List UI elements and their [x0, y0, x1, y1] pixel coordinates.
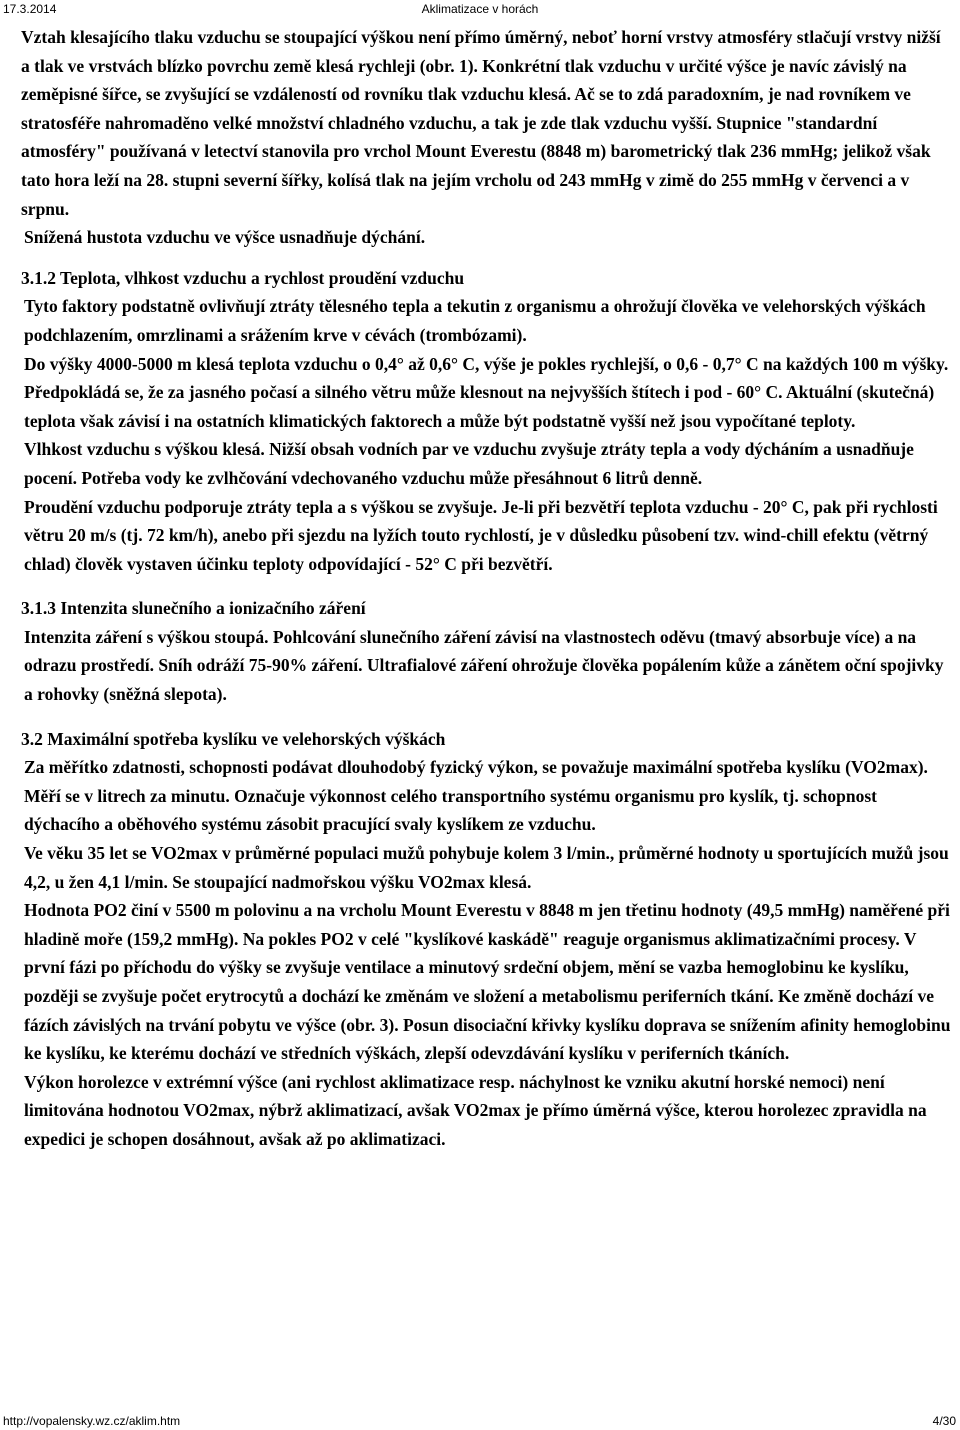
- paragraph-climber-performance: Výkon horolezce v extrémní výšce (ani rychlost aklimatizace resp. náchylnost ke vzniku akutní horské nemoci) není limitována hodnotou VO2max, nýbrž aklimatizací, avšak VO2max je přímo úměrná výšce, kterou horolezec zpravidla na expedici je schopen dosáhnout, avšak až po aklimatizaci.: [24, 1071, 927, 1149]
- paragraph-temperature: Do výšky 4000-5000 m klesá teplota vzduchu o 0,4° až 0,6° C, výše je pokles rychlejší, o 0,6 - 0,7° C na každých 100 m výšky. Předpokládá se, že za jasného počasí a silného větru může klesnout na nejvyšších štítech i pod - 60° C. Aktuální (skutečná) teplota však závisí i na ostatních klimatických faktorech a může být podstatně vyšší než jsou vypočítané teploty.: [24, 353, 949, 431]
- paragraph-humidity: Vlhkost vzduchu s výškou klesá. Nižší obsah vodních par ve vzduchu zvyšuje ztráty tepla a vody dýcháním a usnadňuje pocení. Potřeba vody ke zvlhčování vdechovaného vzduchu může přesáhnout 6 litrů denně.: [24, 439, 914, 488]
- page-number: 4/30: [932, 1414, 956, 1428]
- paragraph-vo2max-definition: Za měřítko zdatnosti, schopnosti podávat dlouhodobý fyzický výkon, se považuje maximální spotřeba kyslíku (VO2max). Měří se v litrech za minutu. Označuje výkonnost celého transportního systému organismu pro kyslík, tj. schopnost dýchacího a oběhového systému zásobit pracující svaly kyslíkem ze vzduchu.: [24, 757, 928, 835]
- print-title: Aklimatizace v horách: [421, 2, 539, 16]
- paragraph-vo2max-values: Ve věku 35 let se VO2max v průměrné populaci mužů pohybuje kolem 3 l/min., průměrné hodnoty u sportujících mužů jsou 4,2, u žen 4,1 l/min. Se stoupající nadmořskou výšku VO2max klesá.: [24, 843, 949, 892]
- paragraph-pressure: Vztah klesajícího tlaku vzduchu se stoupající výškou není přímo úměrný, neboť horní vrstvy atmosféry stlačují vrstvy nižší a tlak ve vrstvách blízko povrchu země klesá rychleji (obr. 1). Konkrétní tlak vzduchu v určité výšce je navíc závislý na zeměpisné šířce, se zvyšující se vzdáleností od rovníku tlak vzduchu klesá. Ač se to zdá paradoxním, je nad rovníkem ve stratosféře nahromaděno velké množství chladného vzduchu, a tak je zde tlak vzduchu vyšší. Stupnice "standardní atmosféry" používaná v letectví stanovila pro vrchol Mount Everestu (8848 m) barometrický tlak 236 mmHg; jelikož však tato hora leží na 28. stupni severní šířky, kolísá tlak na jejím vrcholu od 243 mmHg v zimě do 255 mmHg v červenci a v srpnu.: [21, 27, 941, 219]
- paragraph-po2: Hodnota PO2 činí v 5500 m polovinu a na vrcholu Mount Everestu v 8848 m jen třetinu hodnoty (49,5 mmHg) naměřené při hladině moře (159,2 mmHg). Na pokles PO2 v celé "kyslíkové kaskádě" reaguje organismus aklimatizačními procesy. V první fázi po příchodu do výšky se zvyšuje ventilace a minutový srdeční objem, mění se vazba hemoglobinu ke kyslíku, později se zvyšuje počet erytrocytů a dochází ke změnám ve složení a metabolismu periferních tkání. Ke změně dochází ve fázích závislých na trvání pobytu ve výšce (obr. 3). Posun disociační křivky kyslíku doprava se snížením afinity hemoglobinu ke kyslíku, ke kterému dochází ve středních výškách, zlepší odevzdávání kyslíku v periferních tkáních.: [24, 900, 951, 1064]
- paragraph-factors: Tyto faktory podstatně ovlivňují ztráty tělesného tepla a tekutin z organismu a ohrožují člověka ve velehorských výškách podchlazením, omrzlinami a srážením krve v cévách (trombózami).: [24, 296, 926, 345]
- page-content: [21, 23, 951, 1154]
- print-url: http://vopalensky.wz.cz/aklim.htm: [3, 1414, 181, 1428]
- print-date: 17.3.2014: [3, 2, 57, 16]
- section-heading-3-1-3: 3.1.3 Intenzita slunečního a ionizačního záření: [21, 598, 366, 619]
- paragraph-wind: Proudění vzduchu podporuje ztráty tepla a s výškou se zvyšuje. Je-li při bezvětří teplota vzduchu - 20° C, pak při rychlosti větru 20 m/s (tj. 72 km/h), anebo při sjezdu na lyžích touto rychlostí, je v důsledku působení tzv. wind-chill efektu (větrný chlad) člověk vystaven účinku teploty odpovídající - 52° C při bezvětří.: [24, 496, 938, 574]
- section-heading-3-2: 3.2 Maximální spotřeba kyslíku ve velehorských výškách: [21, 728, 446, 749]
- section-heading-3-1-2: 3.1.2 Teplota, vlhkost vzduchu a rychlost proudění vzduchu: [21, 267, 465, 288]
- print-header: [0, 0, 960, 18]
- paragraph-density: Snížená hustota vzduchu ve výšce usnadňuje dýchání.: [24, 227, 426, 248]
- paragraph-radiation: Intenzita záření s výškou stoupá. Pohlcování slunečního záření závisí na vlastnostech oděvu (tmavý absorbuje více) a na odrazu prostředí. Sníh odráží 75-90% záření. Ultrafialové záření ohrožuje člověka popálením kůže a zánětem oční spojivky a rohovky (sněžná slepota).: [24, 626, 944, 705]
- print-footer: [0, 1412, 960, 1430]
